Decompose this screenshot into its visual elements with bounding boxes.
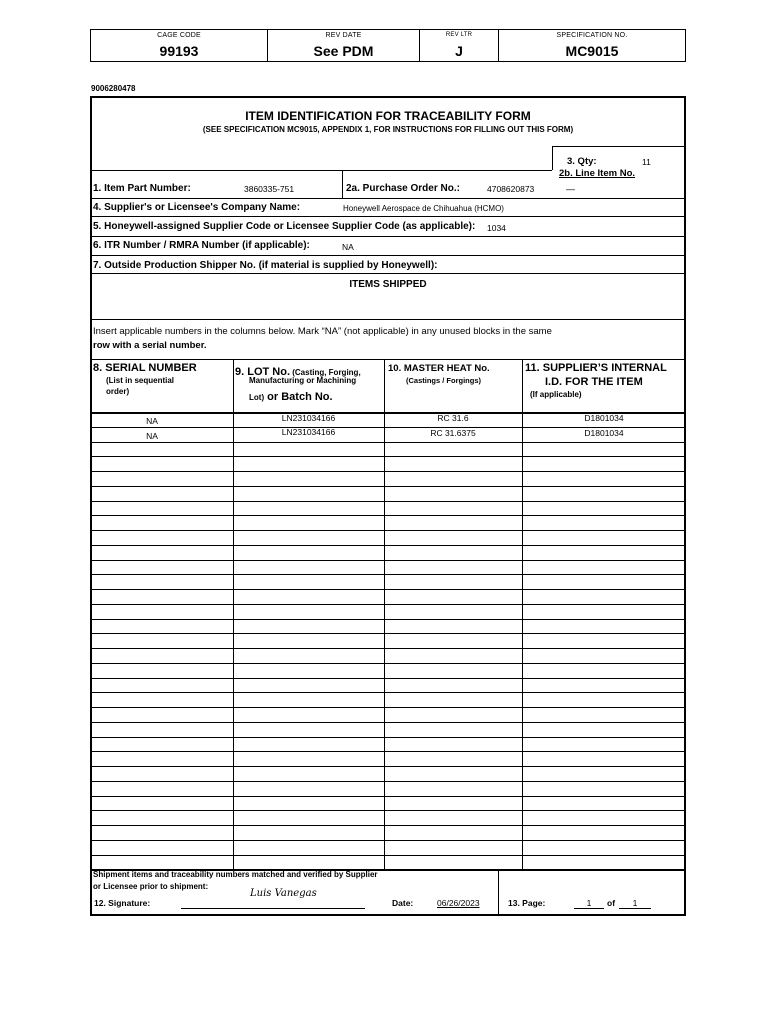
grid-row-line [92, 589, 684, 590]
part-po-divider [342, 170, 343, 198]
verify-line1: Shipment items and traceability numbers matched and verified by Supplier [93, 870, 378, 879]
grid-row-line [92, 810, 684, 811]
grid-row-line [92, 633, 684, 634]
rule-3 [92, 236, 684, 237]
header-table [90, 29, 686, 62]
page-of-label: of [607, 898, 616, 908]
rev-date-cell [268, 30, 420, 61]
form-title: ITEM IDENTIFICATION FOR TRACEABILITY FORM [245, 109, 531, 123]
row-2-heat: RC 31.6375 [430, 428, 476, 438]
qty-value: 11 [642, 157, 651, 167]
page-underline [574, 908, 604, 909]
spec-label: SPECIFICATION NO. [556, 32, 628, 39]
supplier-code-label: 5. Honeywell-assigned Supplier Code or Licensee Supplier Code (as applicable): [93, 221, 476, 232]
row-2-internal-id: D1801034 [584, 428, 624, 438]
lot-column-sub2-batch: or Batch No. [264, 391, 333, 403]
lot-column-title-qualifier: (Casting, Forging, [290, 368, 361, 377]
verify-line2: or Licensee prior to shipment: [93, 882, 209, 891]
lot-column-sub2-lot: Lot) [249, 393, 265, 402]
row-1-internal-id: D1801034 [584, 413, 624, 423]
grid-row-line [92, 751, 684, 752]
rule-1 [92, 198, 684, 199]
rule-5 [92, 273, 684, 274]
grid-row-line [92, 515, 684, 516]
line-item-label: 2b. Line Item No. [559, 168, 636, 179]
cage-code-value: 99193 [159, 43, 199, 59]
date-label: Date: [392, 898, 414, 908]
rule-2 [92, 216, 684, 217]
grid-row-line [92, 501, 684, 502]
instructions-line1: Insert applicable numbers in the columns below. Mark “NA” (not applicable) in any unused blocks in the same [93, 326, 552, 337]
lot-column-sub1: Manufacturing or Machining [249, 376, 357, 385]
form-subtitle: (SEE SPECIFICATION MC9015, APPENDIX 1, FOR INSTRUCTIONS FOR FILLING OUT THIS FORM) [202, 125, 574, 134]
rule-7 [92, 359, 684, 360]
heat-column-title: 10. MASTER HEAT No. [388, 363, 490, 374]
qty-box-left-line [552, 146, 553, 170]
signature-image: Luis Vanegas [250, 888, 317, 899]
grid-row-line [92, 855, 684, 856]
grid-row-line [92, 678, 684, 679]
grid-row-line [92, 840, 684, 841]
itr-value: NA [342, 242, 354, 252]
grid-row-line [92, 737, 684, 738]
grid-row-line [92, 545, 684, 546]
grid-row-line [92, 530, 684, 531]
row-2-serial: NA [146, 431, 158, 441]
row-1-lot: LN231034166 [281, 413, 336, 423]
cage-code-label: CAGE CODE [157, 32, 201, 39]
internal-id-column-sub: (If applicable) [530, 390, 582, 399]
grid-row-line [92, 663, 684, 664]
qty-label: 3. Qty: [567, 156, 597, 167]
grid-row-line [92, 692, 684, 693]
grid-row-line [92, 560, 684, 561]
signature-label: 12. Signature: [94, 898, 151, 908]
internal-id-column-title2: I.D. FOR THE ITEM [545, 376, 643, 388]
grid-row-line [92, 766, 684, 767]
grid-row-line [92, 781, 684, 782]
grid-row-line [92, 456, 684, 457]
grid-row-line [92, 648, 684, 649]
serial-column-sub2: order) [106, 387, 130, 396]
itr-label: 6. ITR Number / RMRA Number (if applicable): [93, 240, 310, 251]
grid-row-line [92, 574, 684, 575]
traceability-form [90, 96, 686, 916]
footer-page-divider [498, 869, 499, 916]
po-value: 4708620873 [487, 184, 535, 194]
po-label: 2a. Purchase Order No.: [346, 183, 460, 194]
page-total-value: 1 [632, 898, 638, 908]
grid-row-line [92, 707, 684, 708]
line-item-value: — [566, 184, 575, 194]
grid-row-line [92, 471, 684, 472]
grid-row-line [92, 722, 684, 723]
rev-ltr-cell [420, 30, 499, 61]
heat-column-sub: (Castings / Forgings) [406, 376, 481, 385]
grid-row-line [92, 604, 684, 605]
supplier-name-label: 4. Supplier's or Licensee's Company Name: [93, 202, 301, 213]
rule-6 [92, 319, 684, 320]
lot-column-sub2 [249, 387, 333, 405]
grid-row-line [92, 825, 684, 826]
supplier-name-value: Honeywell Aerospace de Chihuahua (HCMO) [343, 204, 504, 213]
row-1-serial: NA [146, 416, 158, 426]
rev-ltr-value: J [455, 43, 463, 59]
grid-row-line [92, 796, 684, 797]
rev-ltr-label: REV LTR [445, 32, 473, 38]
lot-column-title-main: 9. LOT No. [235, 366, 290, 378]
supplier-code-value: 1034 [487, 223, 506, 233]
qty-box-top-line [552, 146, 684, 147]
rev-date-value: See PDM [313, 43, 374, 59]
part-number-label: 1. Item Part Number: [93, 183, 191, 194]
date-value: 06/26/2023 [437, 898, 480, 908]
rule-under-title [92, 170, 552, 171]
serial-column-title: 8. SERIAL NUMBER [93, 362, 197, 374]
items-shipped-heading: ITEMS SHIPPED [349, 279, 427, 290]
part-number-value: 3860335-751 [244, 184, 295, 194]
instructions-line2: row with a serial number. [93, 340, 207, 351]
page-value: 1 [586, 898, 592, 908]
page-label: 13. Page: [508, 898, 546, 908]
cage-code-cell [91, 30, 268, 61]
serial-column-sub1: (List in sequential [106, 376, 175, 385]
document-number: 9006280478 [91, 84, 136, 93]
page-total-underline [619, 908, 651, 909]
rule-4 [92, 255, 684, 256]
row-2-lot: LN231034166 [281, 427, 336, 437]
grid-row-line [92, 619, 684, 620]
rev-date-label: REV DATE [325, 32, 362, 39]
grid-row-line [92, 442, 684, 443]
shipper-label: 7. Outside Production Shipper No. (if material is supplied by Honeywell): [93, 260, 438, 271]
spec-value: MC9015 [565, 43, 619, 59]
row-1-heat: RC 31.6 [437, 413, 469, 423]
spec-cell [499, 30, 685, 61]
internal-id-column-title1: 11. SUPPLIER’S INTERNAL [525, 362, 667, 374]
grid-row-line [92, 486, 684, 487]
signature-line [181, 908, 365, 909]
